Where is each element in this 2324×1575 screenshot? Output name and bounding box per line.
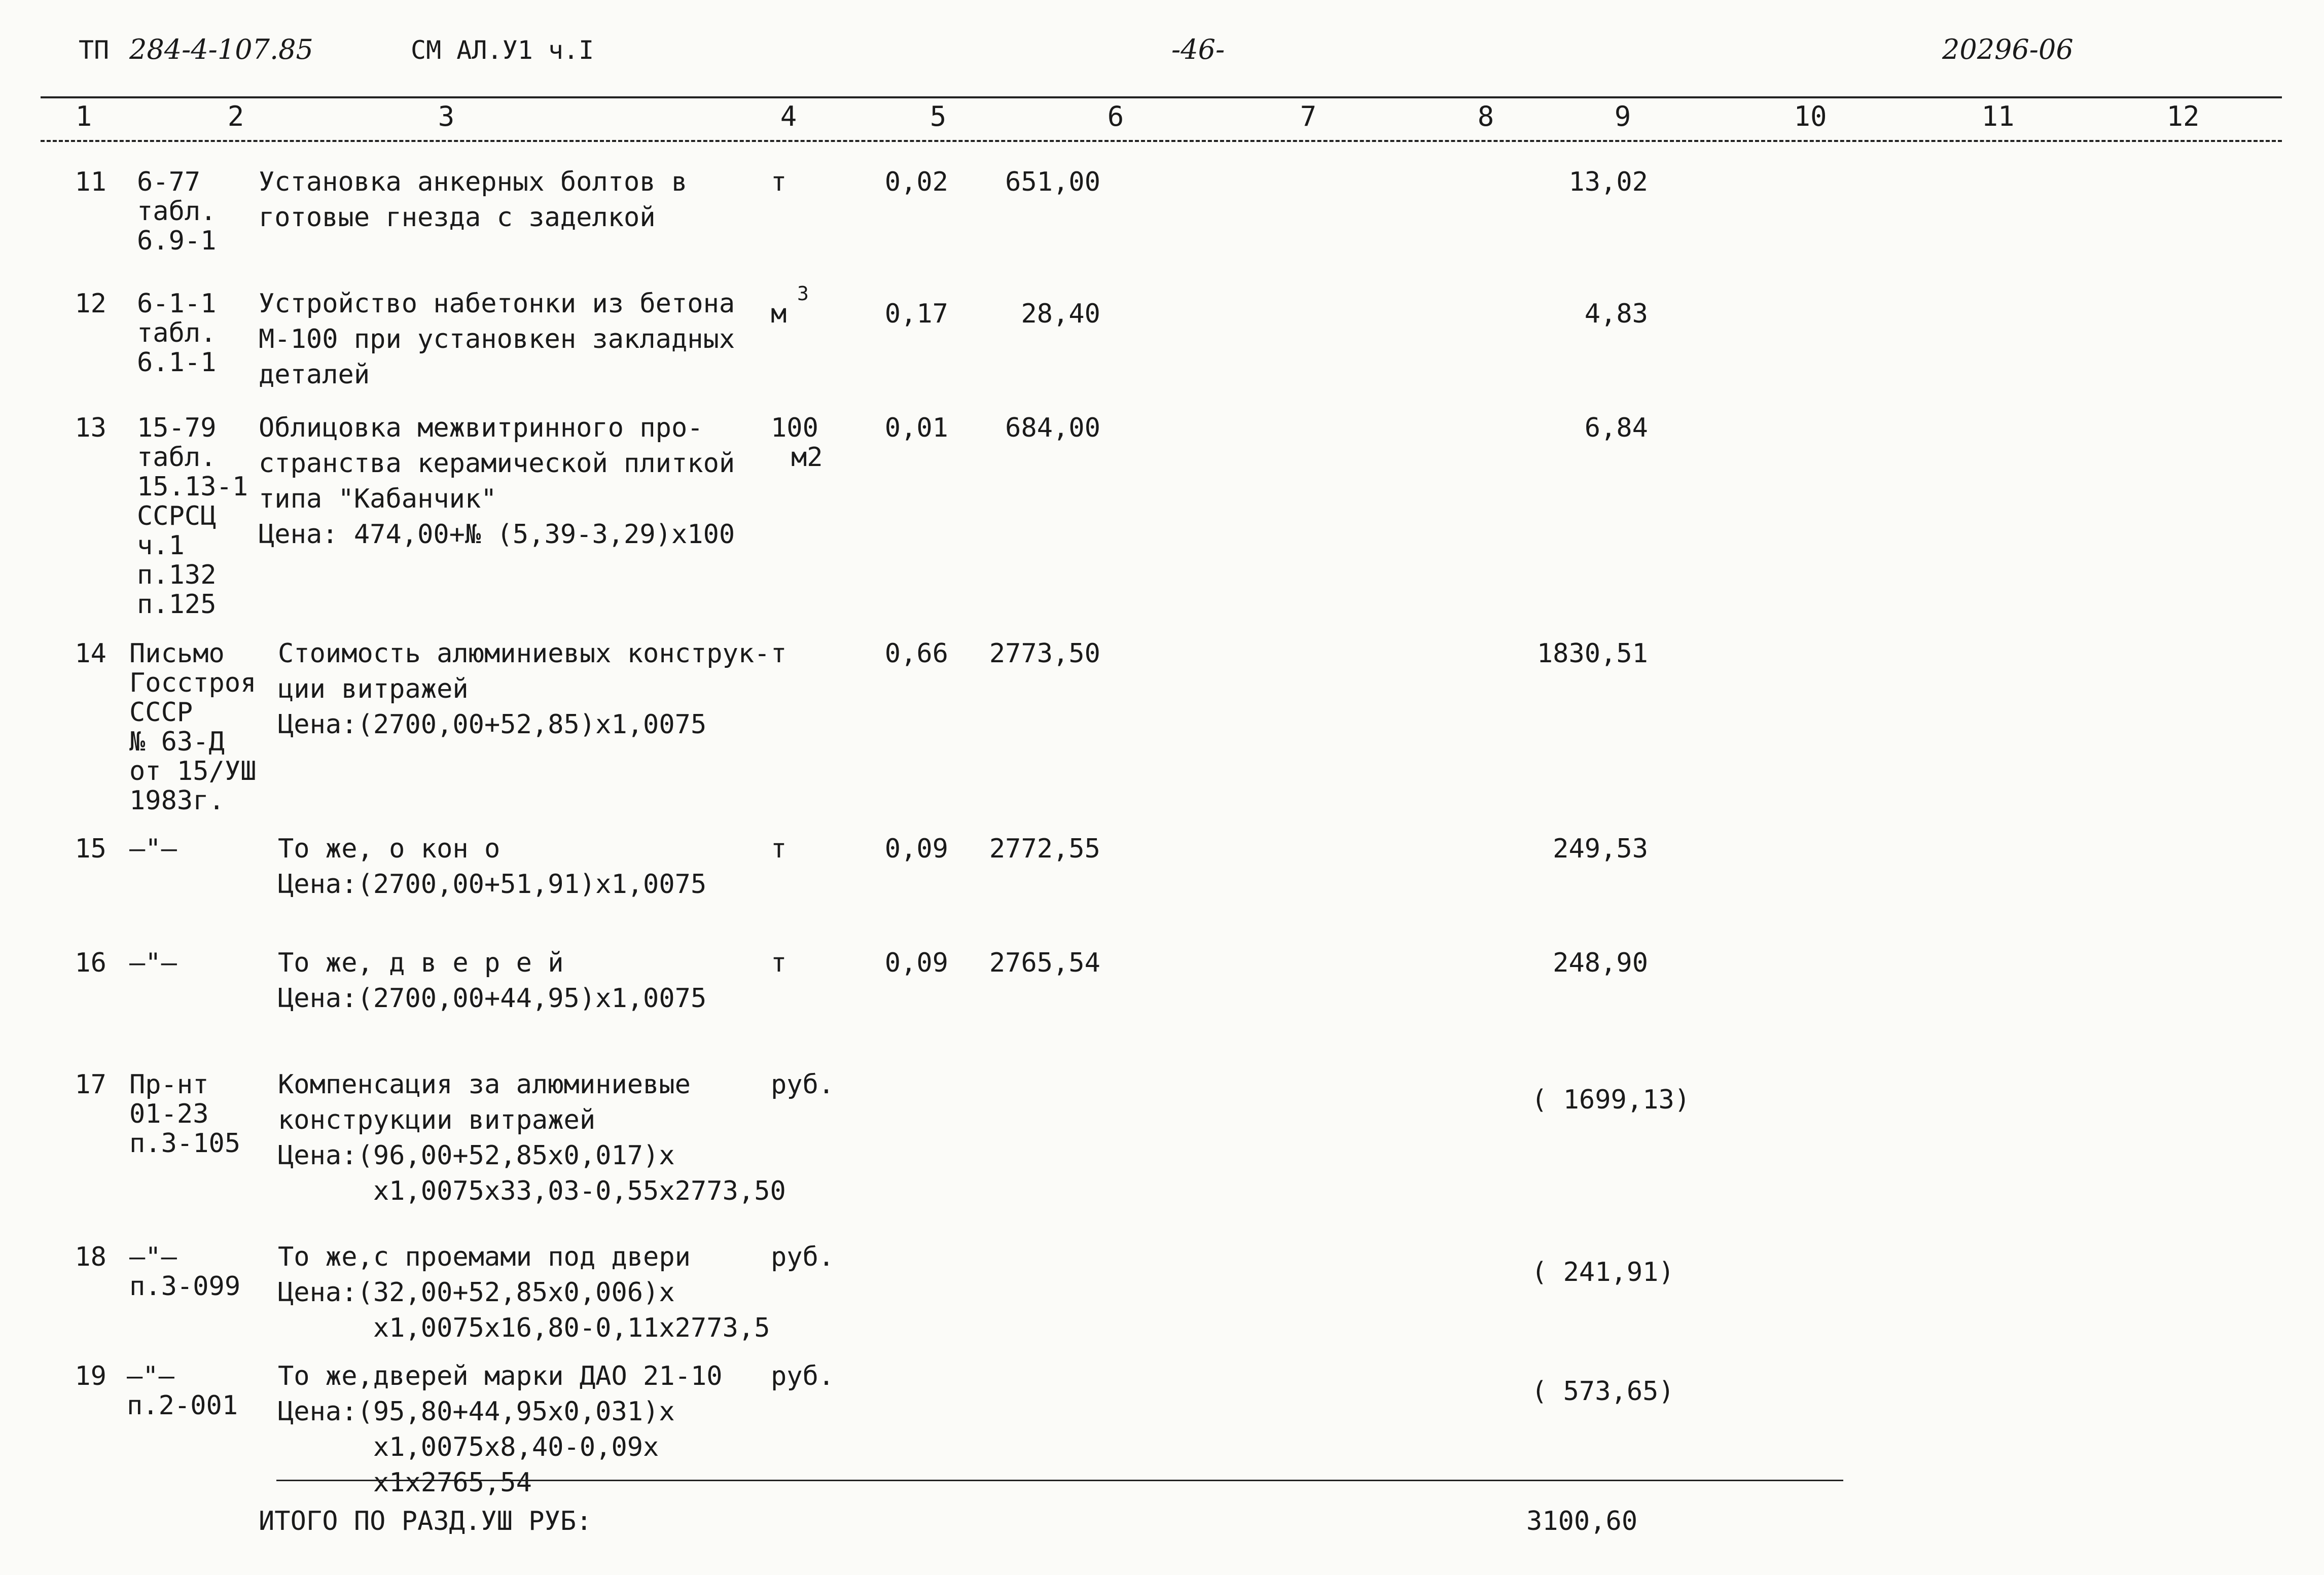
column-number: 7 [1300, 100, 1317, 132]
row-description-line: странства керамической плиткой [259, 448, 735, 479]
row-reference-line: —"— [129, 948, 177, 978]
row-reference-line: 1983г. [129, 785, 225, 816]
row-description-line: х1х2765,54 [278, 1467, 532, 1498]
row-reference-line: ч.1 [137, 530, 185, 561]
row-reference-line: табл. [137, 442, 217, 473]
row-reference-line: п.2-001 [127, 1390, 238, 1421]
summary-rule [276, 1480, 1843, 1481]
row-reference-line: Пр-нт [129, 1069, 209, 1100]
row-quantity: 0,01 [884, 413, 948, 443]
row-number: 13 [75, 413, 106, 443]
row-reference-line: ССРСЦ [137, 501, 217, 531]
row-unit: т [771, 638, 787, 669]
row-description-line: х1,0075х33,03-0,55х2773,50 [278, 1176, 786, 1206]
row-description-line: То же, о кон о [278, 834, 500, 864]
row-reference-line: от 15/УШ [129, 756, 257, 786]
row-reference-line: п.3-099 [129, 1271, 241, 1302]
row-reference-line: 01-23 [129, 1099, 209, 1129]
row-unit-price: 2773,50 [989, 638, 1100, 669]
row-unit: руб. [771, 1069, 835, 1100]
row-reference-line: —"— [129, 1242, 177, 1272]
row-number: 15 [75, 834, 106, 864]
row-description-line: деталей [259, 360, 370, 390]
row-quantity: 0,09 [884, 834, 948, 864]
column-number: 10 [1794, 100, 1827, 132]
row-reference-line: —"— [129, 834, 177, 864]
row-description-line: То же,дверей марки ДАО 21-10 [278, 1361, 723, 1391]
row-total: ( 573,65) [1531, 1376, 1674, 1407]
column-number: 4 [780, 100, 797, 132]
row-reference-line: 6-1-1 [137, 289, 217, 319]
row-quantity: 0,09 [884, 948, 948, 978]
row-reference-line: п.132 [137, 560, 217, 590]
row-total: 249,53 [1553, 834, 1648, 864]
column-number: 9 [1614, 100, 1631, 132]
row-reference-line: 15-79 [137, 413, 217, 443]
row-number: 11 [75, 167, 106, 197]
table-header-rule [41, 140, 2282, 142]
row-description-line: Цена:(96,00+52,85х0,017)х [278, 1140, 675, 1171]
row-description-line: х1,0075х8,40-0,09х [278, 1432, 659, 1462]
column-number: 5 [929, 100, 947, 132]
row-number: 14 [75, 638, 106, 669]
row-description-line: Цена:(95,80+44,95х0,031)х [278, 1397, 675, 1427]
row-description-line: типа "Кабанчик" [259, 484, 497, 514]
header-code: 20296-06 [1942, 33, 2073, 65]
row-description-line: Цена: 474,00+№ (5,39-3,29)х100 [259, 519, 735, 550]
header-prefix: ТП [79, 35, 110, 65]
row-description-line: х1,0075х16,80-0,11х2773,5 [278, 1313, 770, 1343]
row-description-line: конструкции витражей [278, 1105, 596, 1135]
row-unit-price: 28,40 [1021, 299, 1100, 329]
summary-value: 3100,60 [1526, 1506, 1638, 1536]
row-unit-price: 684,00 [1005, 413, 1100, 443]
row-number: 12 [75, 289, 106, 319]
row-unit: 100 [771, 413, 818, 443]
row-reference-line: п.3-105 [129, 1128, 241, 1159]
row-quantity: 0,17 [884, 299, 948, 329]
row-reference-line: 15.13-1 [137, 472, 248, 502]
row-reference-line: 6-77 [137, 167, 201, 197]
row-reference-line: Госстроя [129, 668, 257, 698]
row-unit-superscript: 3 [797, 282, 809, 305]
table-top-rule [41, 96, 2282, 98]
row-unit-price: 2772,55 [989, 834, 1100, 864]
row-unit: т [771, 167, 787, 197]
column-number: 2 [227, 100, 244, 132]
column-number: 11 [1981, 100, 2015, 132]
row-description-line: М-100 при установкен закладных [259, 324, 735, 354]
row-description-line: Установка анкерных болтов в [259, 167, 688, 197]
row-reference-line: № 63-Д [129, 727, 225, 757]
column-number: 8 [1477, 100, 1494, 132]
row-reference-line: 6.9-1 [137, 226, 217, 256]
column-number: 3 [438, 100, 455, 132]
row-unit-secondary: м2 [791, 442, 823, 473]
row-description-line: Цена:(2700,00+52,85)х1,0075 [278, 709, 707, 740]
row-unit: руб. [771, 1242, 835, 1272]
row-number: 17 [75, 1069, 106, 1100]
row-description-line: То же, д в е р е й [278, 948, 564, 978]
summary-label: ИТОГО ПО РАЗД.УШ РУБ: [259, 1506, 592, 1536]
column-number: 6 [1107, 100, 1124, 132]
row-reference-line: п.125 [137, 589, 217, 620]
row-total: 1830,51 [1536, 638, 1648, 669]
row-number: 16 [75, 948, 106, 978]
row-reference-line: 6.1-1 [137, 347, 217, 378]
row-total: 13,02 [1568, 167, 1648, 197]
row-unit-price: 651,00 [1005, 167, 1100, 197]
row-description-line: Облицовка межвитринного про- [259, 413, 703, 443]
row-description-line: ции витражей [278, 674, 469, 704]
row-reference-line: Письмо [129, 638, 225, 669]
row-description-line: Цена:(2700,00+44,95)х1,0075 [278, 983, 707, 1014]
row-description-line: То же,с проемами под двери [278, 1242, 691, 1272]
row-reference-line: —"— [127, 1361, 174, 1391]
row-reference-line: СССР [129, 697, 193, 728]
row-reference-line: табл. [137, 196, 217, 227]
row-description-line: готовые гнезда с заделкой [259, 202, 656, 233]
row-quantity: 0,02 [884, 167, 948, 197]
row-description-line: Компенсация за алюминиевые [278, 1069, 691, 1100]
header-doc-number: 284-4-107.85 [129, 33, 313, 65]
row-description-line: Устройство набетонки из бетона [259, 289, 735, 319]
row-unit: т [771, 948, 787, 978]
header-album: СМ АЛ.У1 ч.I [411, 35, 594, 65]
row-unit: руб. [771, 1361, 835, 1391]
row-total: 6,84 [1584, 413, 1648, 443]
column-number: 1 [75, 100, 92, 132]
row-number: 19 [75, 1361, 106, 1391]
row-reference-line: табл. [137, 318, 217, 348]
row-unit-price: 2765,54 [989, 948, 1100, 978]
row-unit: м [771, 299, 787, 329]
header-page-number: -46- [1171, 33, 1225, 65]
row-total: 248,90 [1553, 948, 1648, 978]
row-number: 18 [75, 1242, 106, 1272]
row-description-line: Стоимость алюминиевых конструк- [278, 638, 770, 669]
row-total: ( 241,91) [1531, 1257, 1674, 1287]
row-description-line: Цена:(32,00+52,85х0,006)х [278, 1277, 675, 1308]
row-unit: т [771, 834, 787, 864]
row-description-line: Цена:(2700,00+51,91)х1,0075 [278, 869, 707, 900]
column-number: 12 [2166, 100, 2200, 132]
row-total: 4,83 [1584, 299, 1648, 329]
row-total: ( 1699,13) [1531, 1085, 1691, 1115]
row-quantity: 0,66 [884, 638, 948, 669]
